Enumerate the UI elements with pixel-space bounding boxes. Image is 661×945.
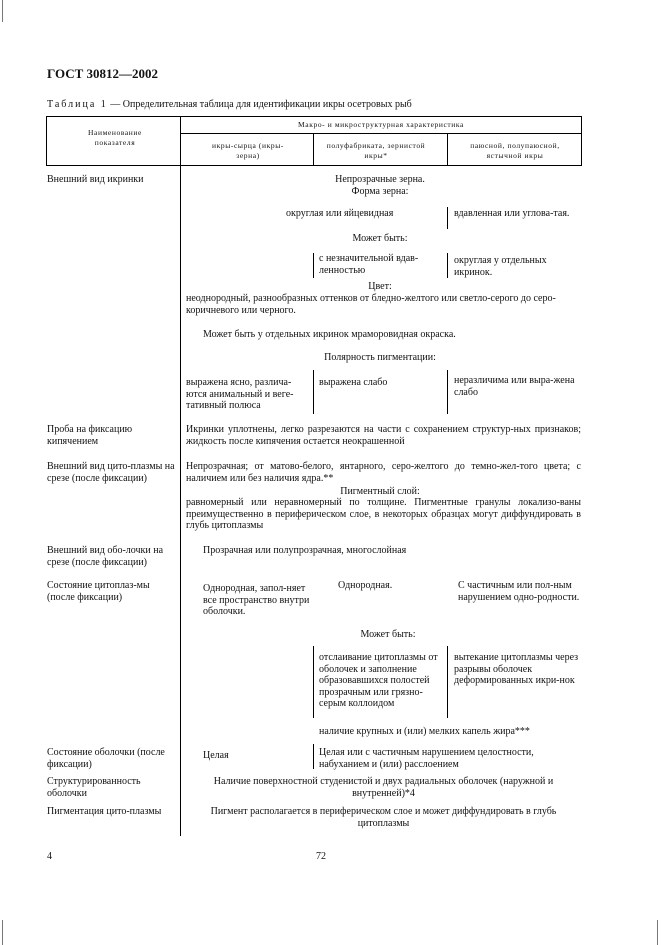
cell-divider <box>447 253 448 278</box>
text-round-oval: округлая или яйцевидная <box>286 208 394 219</box>
header-sub-raw: икры-сырца (икры-зерна) <box>212 141 284 160</box>
text-polarity-pressed: неразличима или выра-жена слабо <box>454 375 575 398</box>
text-may-be-2: Может быть: <box>360 629 416 640</box>
row-label-cytoplasm-state: Состояние цитоплаз-мы (после фиксации) <box>47 580 150 603</box>
scan-edge-mark <box>657 920 658 945</box>
text-shell-other: Целая или с частичным нарушением целостности, набуханием и (или) расслоением <box>319 747 534 770</box>
header-group-divider <box>180 133 582 134</box>
text-slight-dent: с незначительной вдав-ленностью <box>319 253 419 276</box>
left-page-number: 4 <box>47 851 52 862</box>
text-round-some: округлая у отдельных икринок. <box>454 255 547 278</box>
text-shell-cut: Прозрачная или полупрозрачная, многослойная <box>203 545 407 556</box>
row-label-shell-state: Состояние оболочки (после фиксации) <box>47 747 165 770</box>
text-polarity-raw: выражена ясно, различа-ются анимальный и веге-тативный полюса <box>186 377 294 411</box>
header-sub-semi: полуфабриката, зернистой икры* <box>326 141 426 160</box>
row-label-boiling: Проба на фиксацию кипячением <box>47 424 133 447</box>
cell-divider <box>447 207 448 229</box>
text-grain-shape: Форма зерна: <box>351 186 409 197</box>
text-cyto-pressed: С частичным или пол-ным нарушением одно-родности. <box>458 580 580 603</box>
text-shell-structure: Наличие поверхностной студенистой и двух радиальных оболочек (наружной и внутренней)*4 <box>213 776 554 799</box>
row-label-shell-cut: Внешний вид обо-лочки на срезе (после фиксации) <box>47 545 164 568</box>
text-marble: Может быть у отдельных икринок мраморовидная окраска. <box>203 329 456 340</box>
text-boiling: Икринки уплотнены, легко разрезаются на части с сохранением структур-ных признаков; жидкость после кипячения остается неокрашенной <box>186 424 581 447</box>
text-shell-raw: Целая <box>203 750 229 761</box>
header-group: Макро- и микроструктурная характеристика <box>298 120 464 129</box>
scan-edge-mark <box>2 0 3 22</box>
row-label-appearance: Внешний вид икринки <box>47 174 144 185</box>
row-label-cyto-pigment: Пигментация цито-плазмы <box>47 806 162 817</box>
cell-divider <box>447 646 448 718</box>
text-cyto-pigment: Пигмент располагается в периферическом слое и может диффундировать в глубь цитоплазмы <box>210 806 557 829</box>
column-divider-3 <box>447 133 448 166</box>
text-fat-drops: наличие крупных и (или) мелких капель жира*** <box>319 726 530 737</box>
table-right-border <box>581 116 582 166</box>
text-opaque-grains: Непрозрачные зерна. <box>335 174 425 185</box>
header-col-indicator: Наименование показателя <box>88 128 142 147</box>
cell-divider <box>313 646 314 718</box>
table-left-border <box>46 116 47 166</box>
text-leakage: вытекание цитоплазмы через разрывы оболочек деформированных икри-нок <box>454 652 579 686</box>
table-caption-prefix: Таблица 1 <box>47 99 108 110</box>
table-caption-text: — Определительная таблица для идентификации икры осетровых рыб <box>107 99 412 110</box>
cell-divider <box>313 253 314 278</box>
text-cyto-semi: Однородная. <box>338 580 393 591</box>
text-cyto-raw: Однородная, запол-няет все пространство внутри оболочки. <box>203 583 310 617</box>
text-detachment: отслаивание цитоплазмы от оболочек и заполнение образовавшихся полостей прозрачным или грязно-серым коллоидом <box>319 652 438 709</box>
header-bottom-border <box>46 165 582 166</box>
table-caption <box>47 99 412 110</box>
column-divider-2 <box>313 133 314 166</box>
row-label-cytoplasm-cut: Внешний вид цито-плазмы на срезе (после фиксации) <box>47 461 175 484</box>
cell-divider <box>447 370 448 414</box>
column-divider-1 <box>180 116 181 836</box>
cell-divider <box>313 370 314 414</box>
document-code: ГОСТ 30812—2002 <box>47 66 159 81</box>
table-top-border <box>46 116 582 117</box>
cell-divider <box>313 744 314 769</box>
scan-edge-mark <box>2 920 3 945</box>
text-polarity-semi: выражена слабо <box>319 377 388 388</box>
text-polarity: Полярность пигментации: <box>324 352 436 363</box>
text-cytoplasm-cut: Непрозрачная; от матово-белого, янтарного, серо-желтого до темно-жел-того цвета; с наличием или без наличия ядра.** <box>186 461 581 484</box>
text-pigment-layer-desc: равномерный или неравномерный по толщине. Пигментные гранулы локализо-ваны преимущественно в периферическом слое, в некоторых образцах могут диффундировать в глубь цитоплазмы <box>186 497 581 531</box>
text-may-be-1: Может быть: <box>352 233 408 244</box>
header-sub-pressed: паюсной, полупаюсной, ястычной икры <box>470 141 560 160</box>
text-pigment-layer: Пигментный слой: <box>340 486 420 497</box>
text-color-desc: неоднородный, разнообразных оттенков от бледно-желтого или светло-серого до серо-коричневого или черного. <box>186 293 556 316</box>
text-pressed-shape: вдавленная или углова-тая. <box>454 208 570 219</box>
row-label-shell-structure: Структурированность оболочки <box>47 776 141 799</box>
text-color: Цвет: <box>368 281 392 292</box>
page-number: 72 <box>316 851 326 862</box>
